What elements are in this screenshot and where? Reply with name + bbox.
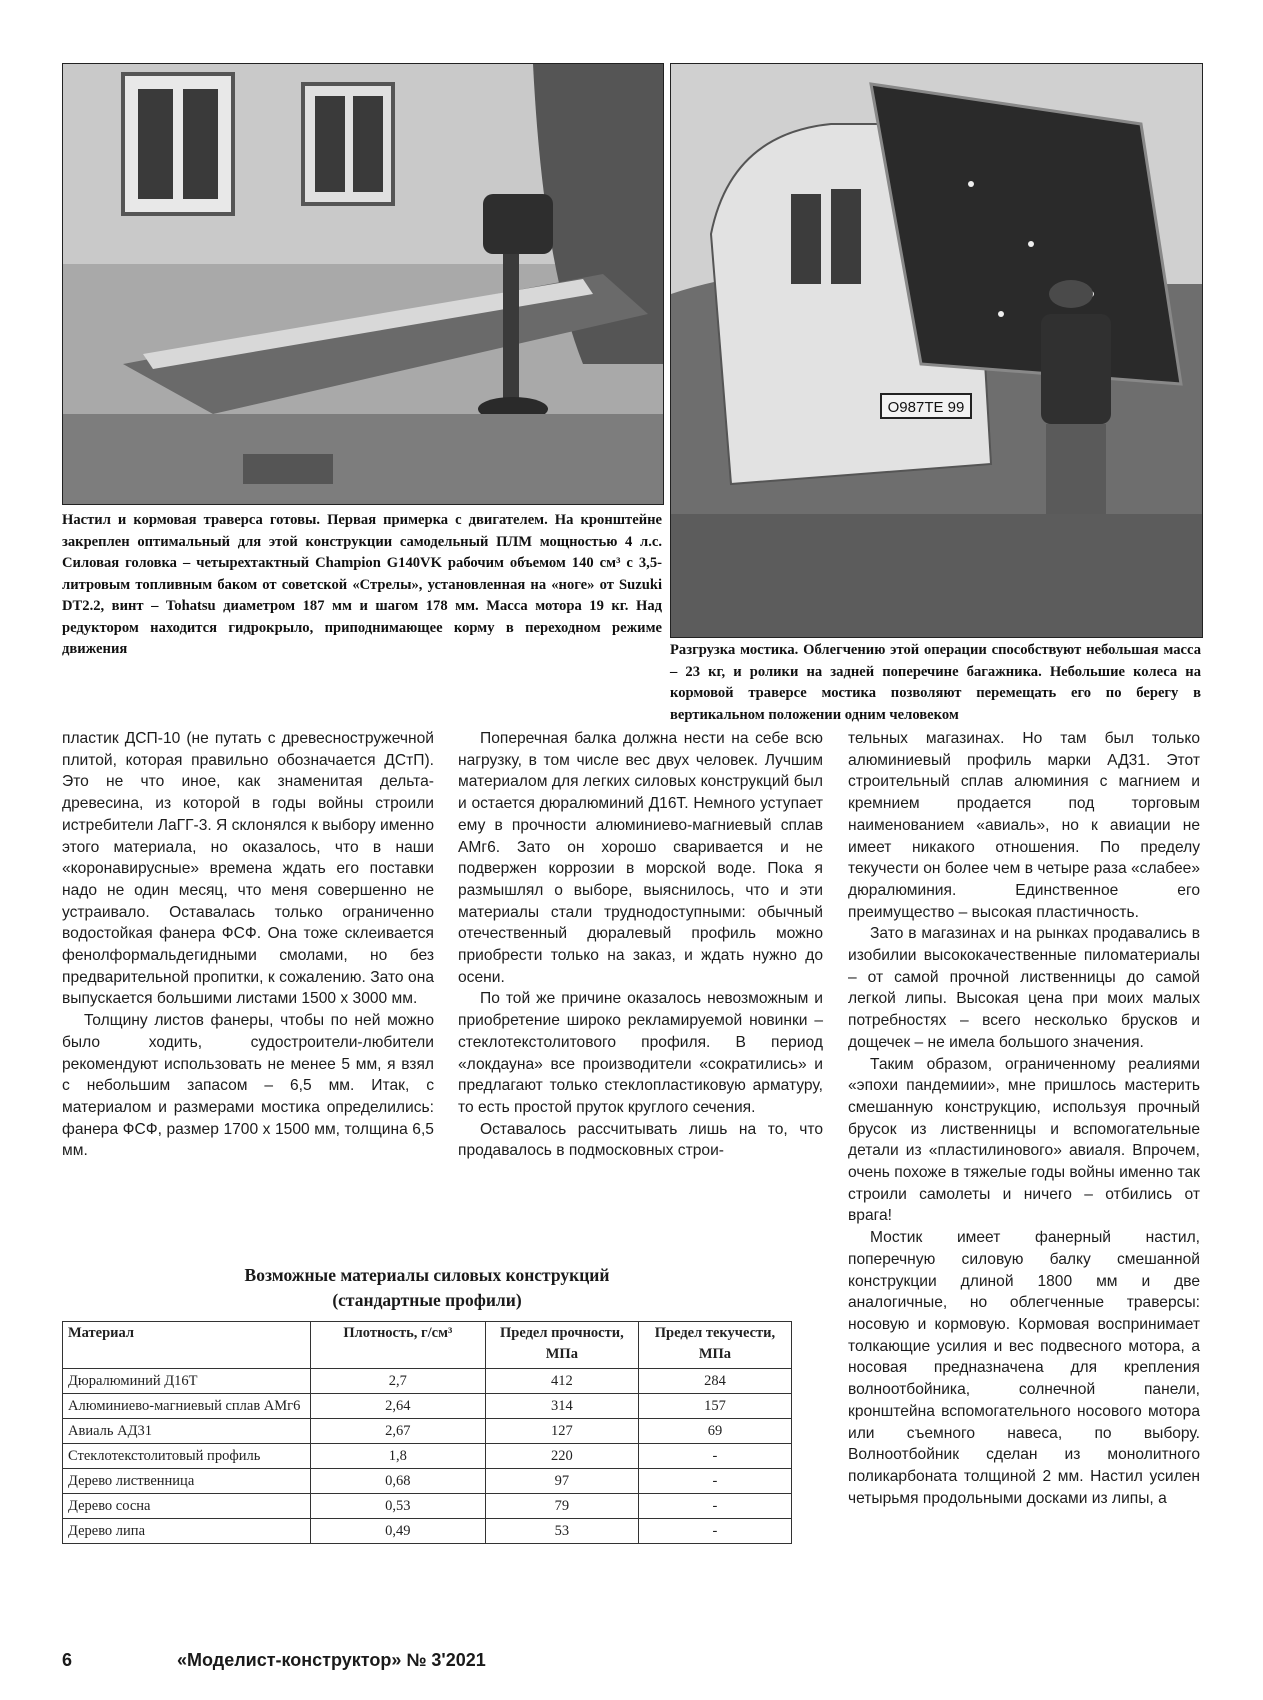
table-row bbox=[63, 1419, 792, 1444]
license-plate-text: О987ТЕ 99 bbox=[887, 399, 965, 416]
cell-density: 0,49 bbox=[310, 1519, 485, 1544]
table-row bbox=[63, 1369, 792, 1394]
cell-material: Авиаль АД31 bbox=[63, 1419, 311, 1444]
page-number: 6 bbox=[62, 1650, 73, 1670]
text-column-2 bbox=[458, 728, 823, 1162]
cell-strength: 220 bbox=[485, 1444, 638, 1469]
photo-deck-motor-image bbox=[63, 64, 663, 504]
header-material: Материал bbox=[63, 1322, 311, 1369]
table-row bbox=[63, 1444, 792, 1469]
cell-strength: 127 bbox=[485, 1419, 638, 1444]
cell-density: 0,53 bbox=[310, 1494, 485, 1519]
col2-paragraph: По той же причине оказалось невозможным и приобретение широко рекламируемой новинки – стеклотекстолитового профиля. В период «локдауна» все производители «сократились» и предлагают только стеклопластиковую арматуру, то есть простой пруток круглого сечения. bbox=[458, 990, 823, 1116]
table-header-row bbox=[63, 1322, 792, 1369]
cell-yield: 284 bbox=[638, 1369, 791, 1394]
cell-strength: 97 bbox=[485, 1469, 638, 1494]
journal-name: «Моделист-конструктор» № 3'2021 bbox=[177, 1650, 486, 1670]
cell-density: 2,64 bbox=[310, 1394, 485, 1419]
caption-left-text: Настил и кормовая траверса готовы. Первая примерка с двигателем. На кронштейне закреплен оптимальный для этой конструкции самодельный ПЛМ мощностью 4 л.с. Силовая головка – четырехтактный Champion G140VK рабочим объемом 140 см³ с 3,5-литровым топливным баком от советской «Стрелы», установленная на «ноге» от Suzuki DT2.2, винт – Tohatsu диаметром 187 мм и шагом 178 мм. Масса мотора 19 кг. Над редуктором находится гидрокрыло, приподнимающее корму в переходном режиме движения bbox=[62, 512, 662, 657]
cell-yield: - bbox=[638, 1444, 791, 1469]
text-column-3 bbox=[848, 728, 1200, 1509]
col2-paragraph: Оставалось рассчитывать лишь на то, что продавалось в подмосковных строи- bbox=[458, 1120, 823, 1160]
text-column-1 bbox=[62, 728, 434, 1162]
cell-strength: 79 bbox=[485, 1494, 638, 1519]
caption-right bbox=[670, 640, 1201, 726]
col1-paragraph: Толщину листов фанеры, чтобы по ней можно было ходить, судостроители-любители рекомендуют использовать не менее 5 мм, я взял с небольшим запасом – 6,5 мм. Итак, с материалом и размерами мостика определились: фанера ФСФ, размер 1700 х 1500 мм, толщина 6,5 мм. bbox=[62, 1012, 434, 1160]
header-yield: Предел текучести, МПа bbox=[638, 1322, 791, 1369]
cell-strength: 412 bbox=[485, 1369, 638, 1394]
cell-yield: - bbox=[638, 1469, 791, 1494]
col1-paragraph: пластик ДСП-10 (не путать с древесностружечной плитой, которая правильно обозначается ДСтП). Это не что иное, как знаменитая дельта-древесина, из которой в годы войны строили истребители ЛаГГ-3. Я склонялся к выбору именно этого материала, но оказалось, что в наши «коронавирусные» времена ждать его поставки надо не один месяц, что меня совершенно не устраивало. Оставалась только ограниченно водостойкая фанера ФСФ. Она тоже склеивается фенолформальдегидными смолами, но без предварительной пропитки, к сожалению. Зато она выпускается большими листами 1500 х 3000 мм. bbox=[62, 730, 434, 1008]
col3-paragraph: Зато в магазинах и на рынках продавались в изобилии высококачественные пиломатериалы – от самой прочной лиственницы до самой легкой липы. Высокая цена при моих малых потребностях – всего несколько брусков и дощечек – не имела большого значения. bbox=[848, 925, 1200, 1051]
cell-density: 2,67 bbox=[310, 1419, 485, 1444]
cell-density: 2,7 bbox=[310, 1369, 485, 1394]
cell-yield: - bbox=[638, 1519, 791, 1544]
col3-paragraph: тельных магазинах. Но там был только алюминиевый профиль марки АД31. Этот строительный сплав алюминия с магнием и кремнием продается под торговым наименованием «авиаль», но к авиации не имеет никакого отношения. По пределу текучести он более чем в четыре раза «слабее» дюралюминия. Единственное его преимущество – высокая пластичность. bbox=[848, 730, 1200, 921]
cell-yield: - bbox=[638, 1494, 791, 1519]
cell-yield: 157 bbox=[638, 1394, 791, 1419]
cell-density: 0,68 bbox=[310, 1469, 485, 1494]
cell-material: Дюралюминий Д16Т bbox=[63, 1369, 311, 1394]
cell-material: Алюминиево-магниевый сплав АМг6 bbox=[63, 1394, 311, 1419]
cell-yield: 69 bbox=[638, 1419, 791, 1444]
cell-density: 1,8 bbox=[310, 1444, 485, 1469]
table-title bbox=[62, 1263, 792, 1313]
col2-paragraph: Поперечная балка должна нести на себе всю нагрузку, в том числе вес двух человек. Лучшим материалом для легких силовых конструкций был и остается дюралюминий Д16Т. Немного уступает ему в прочности алюминиево-магниевый сплав АМг6. Зато он хорошо сваривается и не подвержен коррозии в морской воде. Пока я размышлял о выборе, выяснилось, что и эти материалы стали труднодоступными: обычный отечественный дюралевый профиль можно приобрести только на заказ, и ждать нужно до осени. bbox=[458, 730, 823, 986]
photo-van-unloading bbox=[670, 63, 1203, 638]
table-title-line: (стандартные профили) bbox=[332, 1290, 522, 1310]
cell-material: Дерево лиственница bbox=[63, 1469, 311, 1494]
photo-deck-motor bbox=[62, 63, 664, 505]
materials-table bbox=[62, 1321, 792, 1544]
table-row bbox=[63, 1394, 792, 1419]
col3-paragraph: Таким образом, ограниченному реалиями «эпохи пандемиии», мне пришлось мастерить смешанную конструкцию, используя прочный брусок из лиственницы и вспомогательные детали из «пластилинового» авиаля. Впрочем, очень похоже в тяжелые годы войны именно так строили самолеты и ничего – отбились от врага! bbox=[848, 1055, 1200, 1225]
caption-left bbox=[62, 510, 662, 661]
header-strength: Предел прочности, МПа bbox=[485, 1322, 638, 1369]
header-density: Плотность, г/см³ bbox=[310, 1322, 485, 1369]
table-row bbox=[63, 1494, 792, 1519]
cell-material: Дерево сосна bbox=[63, 1494, 311, 1519]
table-title-line: Возможные материалы силовых конструкций bbox=[244, 1265, 610, 1285]
col3-paragraph: Мостик имеет фанерный настил, поперечную силовую балку смешанной конструкции длиной 1800 мм и две аналогичные, но облегченные траверсы: носовую и кормовую. Кормовая воспринимает толкающие усилия и вес подвесного мотора, а носовая предназначена для крепления волноотбойника, солнечной панели, кронштейна вспомогательного носового мотора или съемного навеса, по выбору. Волноотбойник сделан из монолитного поликарбоната толщиной 2 мм. Настил усилен четырьмя продольными досками из липы, а bbox=[848, 1229, 1200, 1507]
cell-strength: 314 bbox=[485, 1394, 638, 1419]
table-row bbox=[63, 1469, 792, 1494]
caption-right-text: Разгрузка мостика. Облегчению этой операции способствуют небольшая масса – 23 кг, и ролики на задней поперечине багажника. Небольшие колеса на кормовой траверсе мостика позволяют перемещать его по берегу в вертикальном положении одним человеком bbox=[670, 642, 1201, 723]
cell-material: Стеклотекстолитовый профиль bbox=[63, 1444, 311, 1469]
cell-strength: 53 bbox=[485, 1519, 638, 1544]
cell-material: Дерево липа bbox=[63, 1519, 311, 1544]
page-footer bbox=[62, 1650, 782, 1671]
table-row bbox=[63, 1519, 792, 1544]
photo-van-unloading-image bbox=[671, 64, 1202, 637]
